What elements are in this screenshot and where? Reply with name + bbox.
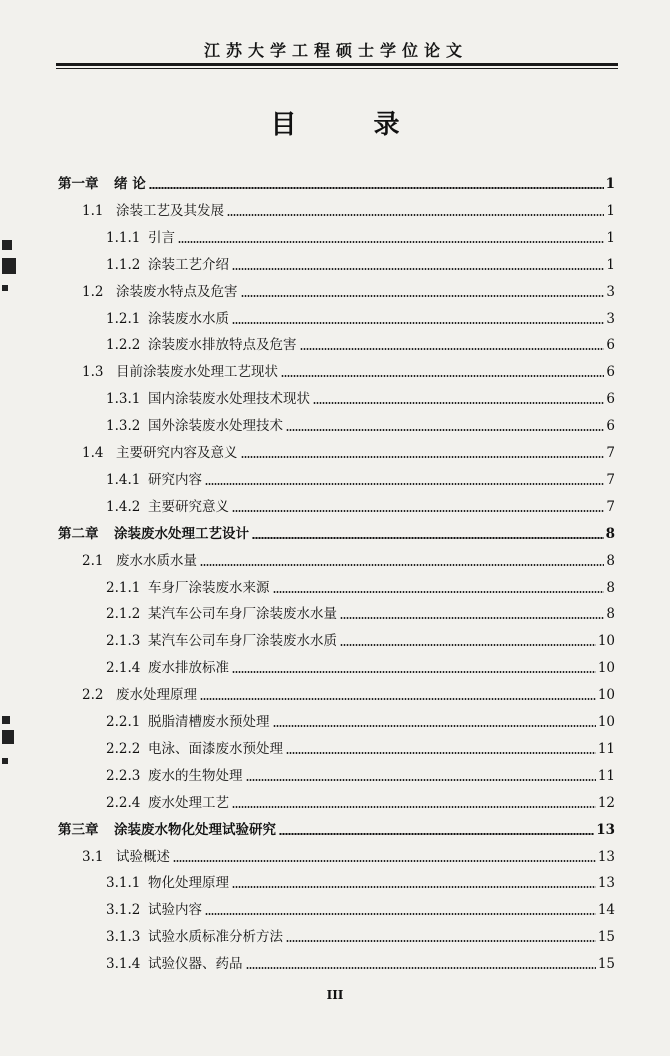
- toc-entry-number: 3.1.1: [106, 875, 141, 892]
- toc-entry-number: 1.4.1: [106, 471, 141, 488]
- toc-entry-page: 10: [597, 714, 615, 730]
- toc-entry-title: 研究内容: [148, 471, 202, 488]
- toc-section-entry[interactable]: [106, 408, 615, 434]
- toc-dot-leader: [178, 241, 604, 243]
- toc-section-entry[interactable]: [106, 301, 615, 327]
- toc-entry-title: 试验概述: [116, 848, 170, 865]
- toc-entry-page: 12: [597, 794, 615, 811]
- toc-entry-title: 国外涂装废水处理技术: [148, 418, 283, 435]
- toc-entry-number: 3.1: [82, 848, 104, 865]
- toc-dot-leader: [205, 483, 604, 485]
- toc-entry-page: 1: [606, 202, 615, 219]
- toc-dot-leader: [232, 671, 596, 673]
- toc-section-entry[interactable]: [106, 489, 615, 515]
- toc-dot-leader: [232, 322, 604, 324]
- scan-mark: [2, 285, 8, 291]
- toc-section-entry[interactable]: [106, 462, 615, 488]
- toc-entry-number: 第二章: [58, 525, 99, 542]
- toc-entry-number: 2.2.1: [106, 714, 141, 730]
- toc-entry-page: 10: [597, 633, 615, 650]
- toc-section-entry[interactable]: [106, 623, 615, 649]
- toc-entry-title: 废水的生物处理: [148, 767, 243, 784]
- toc-entry-title: 车身厂涂装废水来源: [148, 579, 270, 596]
- toc-section-entry[interactable]: [106, 731, 615, 757]
- toc-entry-title: 电泳、面漆废水预处理: [148, 740, 283, 757]
- toc-dot-leader: [149, 187, 604, 189]
- toc-entry-number: 1.2: [82, 283, 104, 300]
- toc-dot-leader: [286, 429, 604, 431]
- toc-entry-page: 1: [605, 176, 615, 192]
- toc-entry-title: 废水水质水量: [116, 552, 197, 569]
- toc-entry-number: 3.1.3: [106, 929, 141, 946]
- toc-section-entry[interactable]: [106, 247, 615, 273]
- toc-entry-number: 1.1.1: [106, 229, 141, 246]
- toc-entry-page: 15: [597, 929, 615, 946]
- toc-section-entry[interactable]: [106, 327, 615, 353]
- toc-entry-title: 涂装废水排放特点及危害: [148, 337, 297, 354]
- toc-section-entry[interactable]: [106, 650, 615, 676]
- toc-section-entry[interactable]: [82, 677, 615, 703]
- toc-entry-page: 13: [596, 821, 615, 838]
- toc-entry-page: 3: [606, 310, 615, 327]
- toc-entry-page: 6: [606, 364, 615, 381]
- toc-entry-number: 2.1: [82, 552, 104, 569]
- toc-entry-number: 第一章: [58, 176, 99, 192]
- toc-entry-title: 某汽车公司车身厂涂装废水水量: [148, 606, 337, 623]
- toc-section-entry[interactable]: [106, 892, 615, 918]
- toc-entry-number: 1.4: [82, 445, 104, 461]
- scan-mark: [2, 716, 10, 724]
- toc-entry-number: 2.2: [82, 687, 104, 704]
- toc-entry-number: 1.4.2: [106, 498, 141, 515]
- toc-entry-number: 第三章: [58, 821, 99, 838]
- toc-entry-number: 1.1.2: [106, 256, 141, 273]
- toc-section-entry[interactable]: [106, 220, 615, 246]
- toc-entry-page: 7: [606, 445, 615, 461]
- toc-section-entry[interactable]: [106, 785, 615, 811]
- toc-entry-title: 试验内容: [148, 902, 202, 919]
- toc-entry-page: 6: [606, 391, 615, 408]
- toc-entry-page: 7: [606, 471, 615, 488]
- toc-section-entry[interactable]: [106, 596, 615, 622]
- toc-entry-title: 涂装工艺及其发展: [116, 202, 224, 219]
- toc-dot-leader: [246, 779, 596, 781]
- header-rule-thick: [56, 63, 618, 66]
- toc-chapter-entry[interactable]: [58, 166, 615, 192]
- toc-entry-page: 10: [597, 687, 615, 704]
- scan-mark: [2, 258, 16, 274]
- toc-section-entry[interactable]: [106, 865, 615, 891]
- toc-entry-page: 3: [606, 283, 615, 300]
- scan-mark: [2, 730, 14, 744]
- toc-dot-leader: [232, 510, 604, 512]
- toc-dot-leader: [173, 860, 596, 862]
- toc-entry-number: 2.1.4: [106, 660, 141, 677]
- toc-dot-leader: [227, 214, 604, 216]
- toc-entry-number: 2.1.2: [106, 606, 141, 623]
- toc-entry-page: 8: [606, 552, 615, 569]
- toc-entry-page: 10: [597, 660, 615, 677]
- toc-dot-leader: [286, 752, 596, 754]
- toc-dot-leader: [340, 617, 604, 619]
- toc-section-entry[interactable]: [82, 543, 615, 569]
- toc-entry-number: 1.3.1: [106, 391, 141, 408]
- toc-entry-page: 6: [606, 418, 615, 435]
- toc-entry-title: 涂装废水特点及危害: [116, 283, 238, 300]
- toc-entry-number: 1.2.2: [106, 337, 141, 354]
- toc-dot-leader: [281, 375, 604, 377]
- toc-entry-number: 1.2.1: [106, 310, 141, 327]
- toc-entry-title: 物化处理原理: [148, 875, 229, 892]
- scan-mark: [2, 758, 8, 764]
- toc-chapter-entry[interactable]: [58, 516, 615, 542]
- toc-section-entry[interactable]: [82, 354, 615, 380]
- toc-entry-page: 8: [605, 525, 615, 542]
- toc-entry-page: 8: [606, 579, 615, 596]
- toc-chapter-entry[interactable]: [58, 812, 615, 838]
- toc-entry-number: 3.1.2: [106, 902, 141, 919]
- toc-entry-title: 引言: [148, 229, 175, 246]
- toc-entry-number: 1.1: [82, 202, 104, 219]
- toc-entry-title: 废水处理原理: [116, 687, 197, 704]
- header-rule-thin: [56, 68, 618, 69]
- toc-entry-page: 1: [606, 229, 615, 246]
- toc-entry-number: 2.1.1: [106, 579, 141, 596]
- toc-entry-page: 7: [606, 498, 615, 515]
- toc-entry-page: 1: [606, 256, 615, 273]
- toc-entry-title: 主要研究意义: [148, 498, 229, 515]
- toc-entry-number: 1.3: [82, 364, 104, 381]
- toc-section-entry[interactable]: [106, 570, 615, 596]
- toc-dot-leader: [286, 940, 596, 942]
- toc-entry-page: 11: [597, 767, 615, 784]
- toc-entry-title: 主要研究内容及意义: [116, 445, 238, 461]
- toc-entry-page: 13: [597, 848, 615, 865]
- toc-section-entry[interactable]: [106, 919, 615, 945]
- toc-entry-number: 2.2.3: [106, 767, 141, 784]
- toc-dot-leader: [273, 725, 596, 727]
- toc-section-entry[interactable]: [106, 758, 615, 784]
- toc-dot-leader: [232, 886, 596, 888]
- running-header: 江苏大学工程硕士学位论文: [203, 41, 468, 60]
- toc-entry-page: 8: [606, 606, 615, 623]
- toc-entry-title: 废水处理工艺: [148, 794, 229, 811]
- toc-dot-leader: [246, 967, 596, 969]
- toc-dot-leader: [241, 456, 605, 458]
- toc-dot-leader: [232, 268, 604, 270]
- toc-entry-number: 3.1.4: [106, 956, 141, 973]
- toc-section-entry[interactable]: [106, 704, 615, 730]
- toc-entry-number: 2.2.4: [106, 794, 141, 811]
- toc-entry-number: 2.1.3: [106, 633, 141, 650]
- toc-entry-title: 国内涂装废水处理技术现状: [148, 391, 310, 408]
- toc-dot-leader: [313, 402, 604, 404]
- toc-entry-title: 涂装废水物化处理试验研究: [114, 821, 276, 838]
- toc-entry-title: 目前涂装废水处理工艺现状: [116, 364, 278, 381]
- toc-entry-title: 某汽车公司车身厂涂装废水水质: [148, 633, 337, 650]
- page-number: III: [326, 988, 344, 1002]
- toc-section-entry[interactable]: [82, 193, 615, 219]
- toc-entry-title: 涂装废水水质: [148, 310, 229, 327]
- toc-section-entry[interactable]: [106, 946, 615, 972]
- toc-entry-title: 试验仪器、药品: [148, 956, 243, 973]
- toc-entry-page: 15: [597, 956, 615, 973]
- toc-section-entry[interactable]: [106, 381, 615, 407]
- toc-section-entry[interactable]: [82, 435, 615, 461]
- toc-dot-leader: [200, 564, 604, 566]
- toc-dot-leader: [241, 295, 605, 297]
- toc-dot-leader: [273, 591, 605, 593]
- toc-dot-leader: [252, 537, 604, 539]
- toc-dot-leader: [279, 833, 594, 835]
- toc-entry-page: 6: [606, 337, 615, 354]
- toc-entry-page: 14: [597, 902, 615, 919]
- toc-entry-number: 1.3.2: [106, 418, 141, 435]
- toc-entry-title: 绪 论: [114, 176, 146, 192]
- toc-entry-title: 试验水质标准分析方法: [148, 929, 283, 946]
- toc-entry-title: 涂装废水处理工艺设计: [114, 525, 249, 542]
- toc-entry-title: 废水排放标准: [148, 660, 229, 677]
- toc-section-entry[interactable]: [82, 839, 615, 865]
- toc-dot-leader: [232, 806, 596, 808]
- toc-dot-leader: [200, 698, 596, 700]
- toc-entry-number: 2.2.2: [106, 740, 141, 757]
- toc-entry-title: 涂装工艺介绍: [148, 256, 229, 273]
- toc-entry-page: 11: [597, 740, 615, 757]
- toc-dot-leader: [300, 348, 605, 350]
- toc-dot-leader: [205, 913, 596, 915]
- scan-mark: [2, 240, 12, 250]
- toc-entry-page: 13: [597, 875, 615, 892]
- page-title: 目 录: [270, 110, 434, 140]
- toc-section-entry[interactable]: [82, 274, 615, 300]
- toc-dot-leader: [340, 644, 596, 646]
- toc-entry-title: 脱脂清槽废水预处理: [148, 714, 270, 730]
